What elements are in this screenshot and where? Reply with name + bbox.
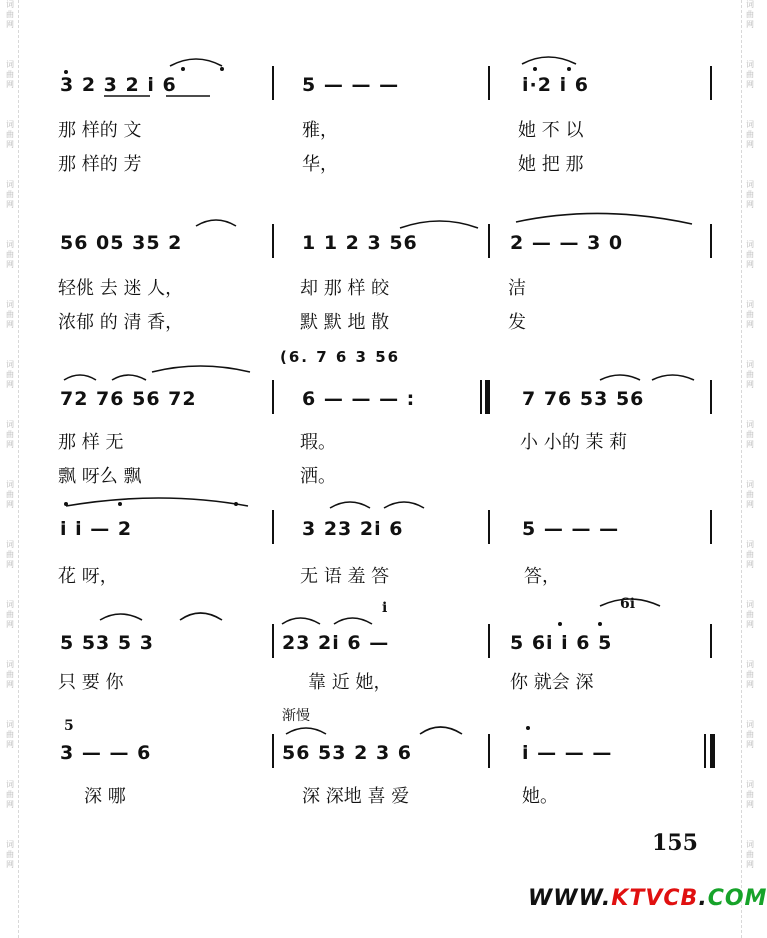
watermark-glyphs: 词 曲 网	[746, 540, 754, 569]
grace-note: 6i	[620, 596, 636, 612]
measure-notes: 3 23 2i 6	[302, 518, 404, 540]
watermark-glyphs: 词 曲 网	[746, 720, 754, 749]
watermark-glyphs: 词 曲 网	[746, 0, 754, 29]
lyric: 发	[508, 312, 526, 333]
watermark-glyphs: 词 曲 网	[6, 360, 14, 389]
site-letter: .	[698, 886, 708, 911]
measure-notes: 72 76 56 72	[60, 388, 197, 410]
site-letter: W	[528, 886, 554, 911]
measure-notes: 5 6i i 6 5	[510, 632, 613, 654]
lyric: 洁	[508, 278, 526, 299]
watermark-glyphs: 词 曲 网	[746, 120, 754, 149]
lyric: 花 呀，	[58, 566, 118, 587]
lyric: 她 不 以	[518, 120, 584, 141]
measure-notes: 2 — — 3 0	[510, 232, 624, 254]
watermark-glyphs: 词 曲 网	[6, 300, 14, 329]
watermark-glyphs: 词 曲 网	[6, 240, 14, 269]
tempo-marking: 渐慢	[282, 708, 310, 724]
lyric: 却 那 样 皎	[300, 278, 390, 299]
watermark-glyphs: 词 曲 网	[6, 660, 14, 689]
watermark-glyphs: 词 曲 网	[6, 60, 14, 89]
lyric: 华，	[302, 154, 338, 175]
watermark-glyphs: 词 曲 网	[746, 780, 754, 809]
watermark-glyphs: 词 曲 网	[746, 300, 754, 329]
watermark-glyphs: 词 曲 网	[6, 120, 14, 149]
measure-notes: 56 05 35 2	[60, 232, 183, 254]
lyric: 无 语 羞 答	[300, 566, 390, 587]
lyric: 只 要 你	[58, 672, 124, 693]
measure-notes: i — — —	[522, 742, 613, 764]
lyric: 那 样 无	[58, 432, 124, 453]
measure-notes: 5 — — —	[522, 518, 620, 540]
watermark-glyphs: 词 曲 网	[6, 180, 14, 209]
measure-notes: 3 — — 6	[60, 742, 152, 764]
watermark-glyphs: 词 曲 网	[746, 480, 754, 509]
measure-notes: 5 53 5 3	[60, 632, 154, 654]
lyric: 默 默 地 散	[300, 312, 390, 333]
site-letter: .	[601, 886, 612, 911]
site-letter: C	[663, 886, 681, 911]
site-letter: W	[553, 886, 579, 911]
lyric: 答，	[524, 566, 560, 587]
lyric: 靠 近 她，	[308, 672, 392, 693]
watermark-glyphs: 词 曲 网	[746, 240, 754, 269]
measure-notes: 56 53 2 3 6	[282, 742, 413, 764]
watermark-glyphs: 词 曲 网	[746, 180, 754, 209]
watermark-glyphs: 词 曲 网	[6, 420, 14, 449]
measure-notes: 5 — — —	[302, 74, 400, 96]
lyric: 你 就会 深	[510, 672, 594, 693]
site-letter: M	[744, 886, 767, 911]
site-letter: W	[578, 886, 602, 911]
lyric: 浓郁 的 清 香，	[58, 312, 184, 333]
watermark-glyphs: 词 曲 网	[6, 0, 14, 29]
watermark-glyphs: 词 曲 网	[746, 360, 754, 389]
measure-notes: 7 76 53 56	[522, 388, 645, 410]
lyric: 她。	[522, 786, 558, 807]
watermark-glyphs: 词 曲 网	[6, 720, 14, 749]
site-letter: K	[611, 886, 630, 911]
measure-notes: i i — 2	[60, 518, 133, 540]
lyric: 洒。	[300, 466, 336, 487]
lyric: 那 样的 芳	[58, 154, 142, 175]
lyric: 小 小的 茉 莉	[520, 432, 628, 453]
measure-notes: 1 1 2 3 56	[302, 232, 418, 254]
lyric: 深 深地 喜 爱	[302, 786, 410, 807]
lyric: 轻佻 去 迷 人，	[58, 278, 184, 299]
measure-notes: 23 2i 6 —	[282, 632, 390, 654]
watermark-glyphs: 词 曲 网	[746, 600, 754, 629]
site-letter: T	[629, 886, 646, 911]
site-watermark-text	[528, 886, 767, 911]
lyric: 她 把 那	[518, 154, 584, 175]
lyric: 飘 呀么 飘	[58, 466, 142, 487]
measure-notes: i·2 i 6	[522, 74, 589, 96]
watermark-glyphs: 词 曲 网	[6, 780, 14, 809]
watermark-glyphs: 词 曲 网	[746, 60, 754, 89]
grace-note: i	[382, 600, 388, 616]
watermark-glyphs: 词 曲 网	[6, 540, 14, 569]
site-watermark	[528, 886, 767, 911]
site-letter: O	[724, 886, 745, 911]
instrumental-intro: (6. 7 6 3 56	[280, 348, 401, 366]
lyric: 瑕。	[300, 432, 336, 453]
grace-note: 5	[64, 718, 74, 734]
watermark-glyphs: 词 曲 网	[6, 600, 14, 629]
watermark-glyphs: 词 曲 网	[6, 480, 14, 509]
site-letter: B	[680, 886, 699, 911]
site-letter: V	[645, 886, 664, 911]
measure-notes: 6 — — — :	[302, 388, 416, 410]
lyric: 那 样的 文	[58, 120, 142, 141]
watermark-glyphs: 词 曲 网	[6, 840, 14, 869]
watermark-glyphs: 词 曲 网	[746, 840, 754, 869]
watermark-glyphs: 词 曲 网	[746, 660, 754, 689]
lyric: 深 哪	[84, 786, 126, 807]
watermark-glyphs: 词 曲 网	[746, 420, 754, 449]
page-number: 155	[652, 830, 698, 856]
lyric: 雅，	[302, 120, 338, 141]
site-letter: C	[707, 886, 725, 911]
measure-notes: 3 2 3 2 i 6	[60, 74, 177, 96]
